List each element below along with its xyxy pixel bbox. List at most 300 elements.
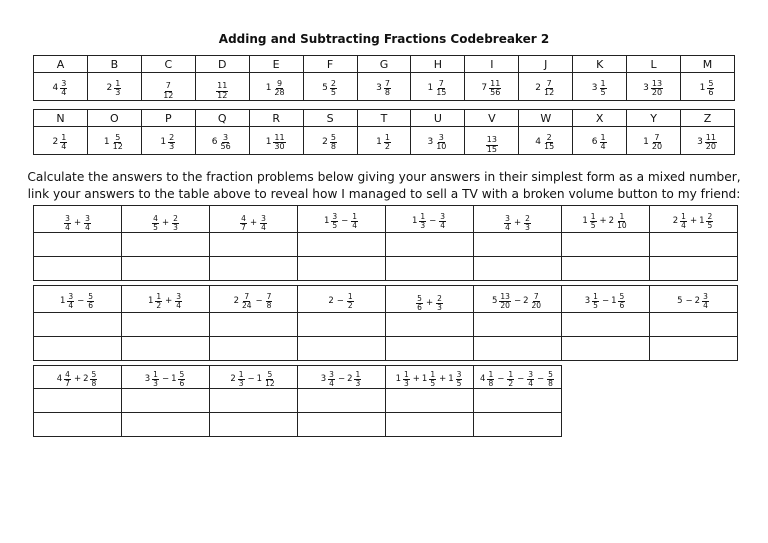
code-letter-cell[interactable] [34,413,122,437]
fraction [155,293,162,310]
whole-number: 1 [160,137,167,148]
denominator: 6 [88,300,94,310]
operator: − [336,296,344,307]
whole-number: 3 [320,374,327,385]
denominator: 4 [61,142,67,152]
key-value-cell [519,73,573,101]
numerator: 4 [65,370,70,380]
key-letter-cell: F [303,56,357,73]
code-key-table-n-z [33,109,735,155]
numerator: 2 [546,132,552,142]
whole-number: 3 [144,374,151,385]
code-letter-cell[interactable] [298,336,386,360]
whole-number: 3 [591,83,598,94]
problem-cell [386,206,474,233]
fraction-expression [53,134,69,152]
fraction-expression [677,293,710,310]
code-letter-cell[interactable] [34,336,122,360]
fraction [543,80,555,98]
fraction [112,134,124,152]
denominator: 4 [528,378,534,388]
whole-number: 3 [643,83,649,94]
code-letter-cell[interactable] [386,336,474,360]
whole-number: 5 [491,296,498,307]
operator: − [497,374,505,385]
denominator: 3 [403,378,409,388]
operator: + [425,298,434,309]
whole-number: 2 [672,216,679,227]
fraction [429,371,436,388]
fraction [416,295,423,312]
denominator: 4 [68,300,74,310]
fraction [266,293,273,310]
fraction-expression [503,215,532,232]
denominator: 3 [355,378,361,388]
fraction-expression [324,213,359,230]
code-letter-cell[interactable] [298,413,386,437]
problem-cell [386,366,474,389]
operator: + [513,218,522,229]
operator: − [601,296,610,307]
answer-cell[interactable] [562,232,650,256]
numerator: 1 [352,211,358,221]
code-letter-cell[interactable] [122,413,210,437]
code-letter-cell[interactable] [474,256,562,280]
key-letter-cell: A [34,56,88,73]
numerator: 3 [528,370,534,380]
code-letter-cell[interactable] [122,336,210,360]
fraction [530,293,542,310]
numerator: 5 [91,370,97,380]
fraction [618,293,625,310]
denominator: 4 [176,300,182,310]
fraction-expression [53,80,69,98]
problem-table-3 [33,365,562,437]
denominator: 15 [544,142,555,152]
whole-number: 3 [427,137,434,148]
numerator: 11 [490,78,501,88]
fraction [507,371,514,388]
key-letter-cell: Q [195,110,249,127]
fraction [240,215,247,232]
fraction-expression [321,371,363,388]
fraction [707,80,714,98]
answer-cell[interactable] [562,312,650,336]
numerator: 3 [65,214,70,223]
denominator: 7 [65,378,70,388]
whole-number: 1 [411,216,418,227]
fraction [651,80,663,98]
denominator: 4 [505,222,510,232]
whole-number: 1 [699,216,705,227]
fraction [64,215,71,232]
key-value-cell [465,73,519,101]
denominator: 6 [179,378,185,388]
answer-cell[interactable] [386,389,474,413]
whole-number: 1 [171,374,177,385]
denominator: 20 [651,142,663,152]
numerator: 3 [332,211,338,221]
fraction [220,134,232,152]
numerator: 5 [267,370,273,380]
denominator: 12 [163,90,174,100]
answer-cell[interactable] [210,232,298,256]
fraction-expression [376,80,392,98]
numerator: 3 [223,132,229,142]
key-value-cell [303,73,357,101]
numerator: 11 [705,132,716,142]
fraction [347,293,354,310]
denominator: 8 [548,378,553,388]
answer-cell[interactable] [474,312,562,336]
numerator: 1 [156,291,162,301]
problem-cell [562,286,650,313]
fraction [489,80,501,98]
fraction [260,215,267,232]
numerator: 7 [654,132,660,142]
code-letter-cell[interactable] [122,256,210,280]
code-letter-cell[interactable] [474,413,562,437]
fraction [238,371,245,388]
fraction [60,134,67,152]
denominator: 5 [330,88,336,98]
key-value-cell [519,127,573,155]
fraction [524,215,531,232]
numerator: 5 [330,132,336,142]
key-value-cell [411,73,465,101]
numerator: 1 [681,211,686,221]
key-letter-cell: W [519,110,573,127]
fraction [403,371,410,388]
denominator: 5 [430,378,436,388]
fraction-expression [148,293,183,310]
key-letter-cell: D [195,56,249,73]
denominator: 4 [261,222,266,232]
whole-number: 2 [83,374,89,385]
numerator: 7 [546,78,552,88]
denominator: 5 [600,88,606,98]
answer-cell[interactable] [34,389,122,413]
fraction-expression [160,134,176,152]
key-letter-cell: X [573,110,627,127]
numerator: 3 [440,211,446,221]
fraction [351,213,358,230]
code-letter-cell[interactable] [474,336,562,360]
key-letter-cell: I [465,56,519,73]
numerator: 2 [437,294,442,303]
numerator: 1 [593,291,598,301]
denominator: 20 [651,88,663,98]
fraction [436,295,443,312]
fraction-expression [161,82,175,100]
whole-number: 4 [52,83,59,94]
key-letter-cell: K [573,56,627,73]
numerator: 1 [355,370,361,380]
numerator: 3 [176,291,182,301]
key-value-cell [573,127,627,155]
problem-cell [34,366,122,389]
fraction-expression [492,293,543,310]
problem-cell [298,286,386,313]
whole-number: 3 [697,137,703,148]
denominator: 3 [173,222,178,232]
denominator: 5 [456,378,462,388]
whole-number: 1 [427,83,434,94]
fraction [331,213,338,230]
fraction [84,215,91,232]
whole-number: 1 [643,137,649,148]
denominator: 4 [61,88,67,98]
numerator: 7 [165,81,171,91]
key-letter-cell: B [87,56,141,73]
denominator: 8 [91,378,97,388]
numerator: 1 [384,132,390,142]
denominator: 15 [486,144,497,154]
code-letter-cell[interactable] [650,336,738,360]
key-value-cell [303,127,357,155]
key-value-cell [411,127,465,155]
key-value-cell [34,73,88,101]
whole-number: 1 [256,374,263,385]
numerator: 1 [347,291,353,301]
answer-cell[interactable] [210,389,298,413]
numerator: 5 [708,78,714,88]
numerator: 1 [488,370,494,380]
answer-cell[interactable] [650,312,738,336]
fraction [87,293,94,310]
denominator: 6 [619,300,625,310]
answer-cell[interactable] [386,312,474,336]
fraction [354,371,361,388]
fraction-expression [230,371,276,388]
numerator: 11 [217,81,228,91]
answer-cell[interactable] [122,232,210,256]
denominator: 4 [600,142,606,152]
fraction [592,293,599,310]
numerator: 1 [420,211,426,221]
operator: − [429,216,437,227]
whole-number: 1 [699,83,706,94]
fraction [543,134,555,152]
fraction-expression [427,134,448,152]
fraction-expression [480,371,555,388]
fraction-expression [485,136,499,154]
whole-number: 1 [265,83,272,94]
numerator: 7 [533,291,539,301]
numerator: 3 [68,291,74,301]
fraction-expression [535,80,556,98]
whole-number: 1 [323,216,330,227]
answer-cell[interactable] [122,312,210,336]
whole-number: 1 [448,374,454,385]
fraction [600,134,607,152]
fraction [384,134,391,152]
numerator: 7 [266,291,272,301]
fraction-expression [215,82,229,100]
denominator: 10 [436,142,447,152]
numerator: 3 [505,214,510,223]
fraction-expression [697,134,718,152]
operator: + [165,296,173,307]
code-letter-cell[interactable] [210,256,298,280]
key-value-cell [34,127,88,155]
fraction-expression [239,215,268,232]
worksheet-title: Adding and Subtracting Fractions Codebreaker 2 [218,32,550,46]
code-letter-cell[interactable] [210,413,298,437]
whole-number: 1 [147,296,154,307]
fraction [264,371,276,388]
code-letter-cell[interactable] [386,413,474,437]
key-letter-cell: Z [681,110,735,127]
answer-cell[interactable] [34,232,122,256]
fraction [706,213,713,230]
whole-number: 7 [481,83,488,94]
fraction [616,213,628,230]
numerator: 5 [115,132,121,142]
fraction [680,213,687,230]
fraction [486,136,498,154]
denominator: 3 [437,302,442,312]
answer-cell[interactable] [298,389,386,413]
whole-number: 3 [376,83,382,94]
denominator: 20 [531,300,542,310]
denominator: 3 [169,142,175,152]
whole-number: 1 [103,137,110,148]
fraction-expression [60,293,95,310]
whole-number: 2 [523,296,529,307]
key-letter-cell: C [141,56,195,73]
denominator: 4 [440,220,446,230]
whole-number: 5 [677,296,683,307]
code-letter-cell[interactable] [210,336,298,360]
fraction-expression [145,371,187,388]
operator: + [412,374,420,385]
fraction [60,80,67,98]
fraction-expression [481,80,502,98]
key-letter-cell: T [357,110,411,127]
numerator: 3 [456,370,462,380]
operator: − [537,374,545,385]
fraction-expression [643,80,664,98]
fraction-expression [63,215,92,232]
code-letter-cell[interactable] [562,256,650,280]
problem-cell [210,366,298,389]
numerator: 3 [329,370,334,380]
key-letter-cell: G [357,56,411,73]
fraction [419,213,426,230]
whole-number: 6 [211,137,218,148]
answer-cell[interactable] [386,232,474,256]
answer-cell[interactable] [474,232,562,256]
key-value-cell [465,127,519,155]
numerator: 1 [600,78,606,88]
problem-cell [562,206,650,233]
numerator: 2 [173,214,178,223]
operator: − [337,374,346,385]
denominator: 5 [590,220,596,230]
fraction-expression [106,80,122,98]
code-letter-cell[interactable] [650,256,738,280]
denominator: 3 [238,378,244,388]
answer-cell[interactable] [474,389,562,413]
denominator: 7 [241,222,246,232]
answer-cell[interactable] [650,232,738,256]
numerator: 1 [590,211,596,221]
fraction [152,371,159,388]
whole-number: 4 [56,374,63,385]
fraction [175,293,182,310]
numerator: 11 [274,132,285,142]
answer-cell[interactable] [34,312,122,336]
key-letter-cell: M [681,56,735,73]
denominator: 12 [112,142,123,152]
problem-cell [34,286,122,313]
answer-cell[interactable] [298,232,386,256]
denominator: 6 [417,302,422,312]
whole-number: 2 [52,137,59,148]
fraction [504,215,511,232]
denominator: 24 [241,300,252,310]
whole-number: 1 [611,296,617,307]
denominator: 12 [544,88,555,98]
fraction-expression [396,371,464,388]
numerator: 5 [417,294,422,303]
fraction [90,371,97,388]
operator: + [599,216,607,227]
key-value-cell [627,127,681,155]
numerator: 5 [88,291,94,301]
key-letter-cell: N [34,110,88,127]
fraction-expression [585,293,627,310]
denominator: 4 [352,220,358,230]
denominator: 8 [266,300,272,310]
denominator: 2 [384,142,390,152]
code-letter-cell[interactable] [298,256,386,280]
numerator: 4 [241,214,246,223]
whole-number: 2 [347,374,353,385]
key-letter-cell: S [303,110,357,127]
fraction-expression [412,213,447,230]
operator: − [255,296,263,307]
denominator: 10 [617,220,627,230]
problem-table-1 [33,205,738,281]
code-letter-cell[interactable] [562,336,650,360]
denominator: 8 [384,88,390,98]
answer-cell[interactable] [210,312,298,336]
key-value-cell [627,73,681,101]
problem-cell [210,206,298,233]
fraction [330,134,337,152]
key-letter-cell: R [249,110,303,127]
code-letter-cell[interactable] [386,256,474,280]
denominator: 4 [329,378,334,388]
denominator: 3 [153,378,158,388]
answer-cell[interactable] [298,312,386,336]
numerator: 1 [153,370,158,380]
numerator: 2 [169,132,175,142]
key-letter-cell: U [411,110,465,127]
numerator: 1 [508,370,514,380]
key-value-cell [87,127,141,155]
fraction [178,371,185,388]
answer-cell[interactable] [122,389,210,413]
fraction-expression [322,134,338,152]
fraction-expression [643,134,664,152]
numerator: 1 [430,370,436,380]
code-letter-cell[interactable] [34,256,122,280]
denominator: 6 [708,88,714,98]
problem-cell [650,286,738,313]
